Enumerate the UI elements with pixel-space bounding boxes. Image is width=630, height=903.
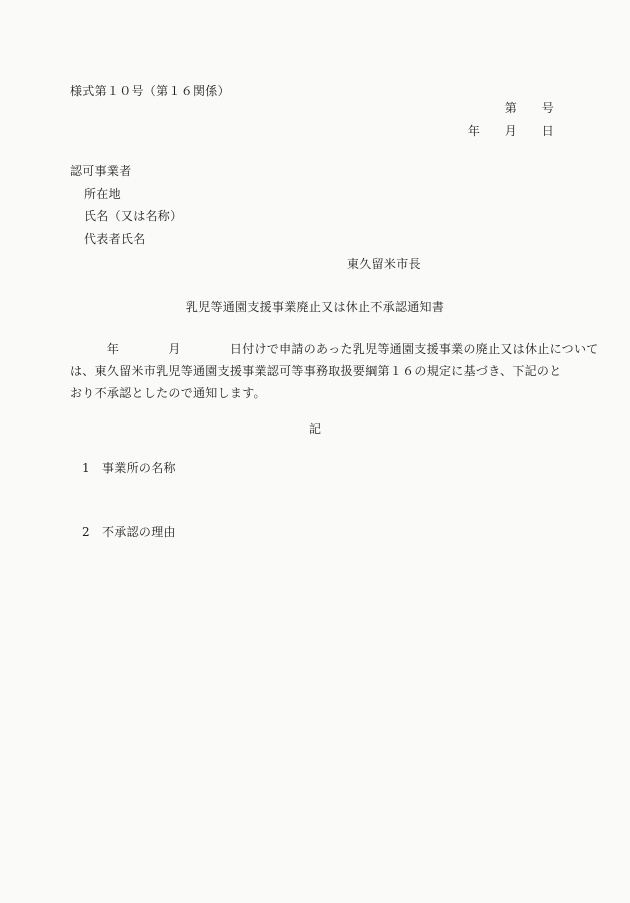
- document-title: 乳児等通園支援事業廃止又は休止不承認通知書: [185, 300, 445, 314]
- item-1-label: 事業所の名称: [102, 461, 176, 475]
- item-1-number: 1: [82, 461, 90, 475]
- list-item-disapproval-reason: [82, 525, 176, 540]
- body-paragraph-line-2: は、東久留米市乳児等通園支援事業認可等事務取扱要綱第１６の規定に基づき、下記のと: [70, 364, 562, 378]
- issuer-name: 東久留米市長: [347, 257, 421, 271]
- form-number: 様式第１０号（第１６関係）: [70, 84, 230, 98]
- list-item-business-name: [82, 461, 176, 476]
- addressee-heading: 認可事業者: [70, 164, 132, 178]
- body-paragraph-line-3: おり不承認としたので通知します。: [70, 386, 266, 400]
- addressee-address-label: 所在地: [84, 187, 121, 201]
- item-2-number: 2: [82, 525, 90, 539]
- header-date-line: 年 月 日: [467, 124, 554, 138]
- addressee-name-label: 氏名（又は名称）: [84, 209, 183, 223]
- body-paragraph-line-1: 年 月 日付けで申請のあった乳児等通園支援事業の廃止又は休止について: [70, 342, 599, 356]
- item-2-label: 不承認の理由: [102, 525, 176, 539]
- record-marker: 記: [308, 422, 321, 436]
- addressee-representative-label: 代表者氏名: [84, 232, 146, 246]
- document-number-line: 第 号: [504, 101, 554, 115]
